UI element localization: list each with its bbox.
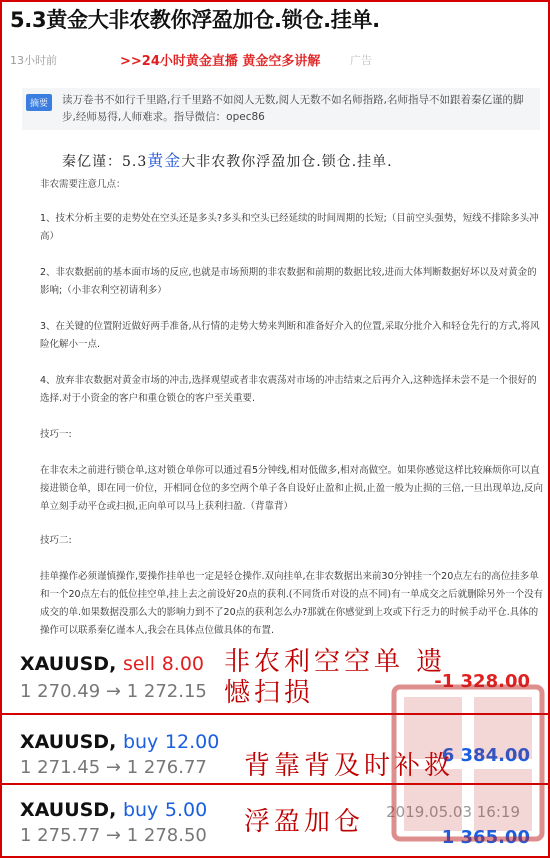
paragraph: 3、在关键的位置附近做好两手准备,从行情的走势大势来判断和准备好介入的位置,采取分批介入和轻仓先行的方式,将风险化解小一点. [40, 321, 540, 350]
lots: 5.00 [164, 799, 208, 821]
trade-prices [20, 757, 207, 778]
open-price: 1 270.49 [20, 681, 101, 702]
close-price: 1 276.77 [126, 757, 207, 778]
paragraph: 4、放弃非农数据对黄金市场的冲击,选择观望或者非农震荡对市场的冲击结束之后再介入,这种选择未尝不是一个很好的选择.对于小资金的客户和重仓锁仓的客户至关重要. [40, 375, 537, 404]
profit-loss: 1 365.00 [441, 827, 530, 848]
arrow-icon: → [105, 825, 121, 846]
lots: 8.00 [161, 653, 205, 675]
trade-row[interactable] [2, 717, 548, 785]
page-title: 5.3黄金大非农教你浮盈加仓.锁仓.挂单. [10, 8, 380, 32]
arrow-icon: → [105, 757, 121, 778]
symbol: XAUUSD, [20, 799, 117, 821]
trade-prices [20, 681, 207, 702]
subtitle-keyword-link[interactable]: 黄金 [147, 151, 182, 170]
summary-text: 读万卷书不如行千里路,行千里路不如阅人无数,阅人无数不如名师指路,名师指导不如跟着秦亿谨的脚步,经师易得,人师难求。指导微信：opec86 [62, 94, 524, 123]
direction: buy [122, 731, 159, 753]
trade-row[interactable] [2, 787, 548, 853]
ad-tag: 广告 [350, 54, 372, 67]
trade-symbol [20, 653, 204, 675]
close-price: 1 278.50 [126, 825, 207, 846]
annotation-label: 浮盈加仓 [244, 807, 365, 837]
subtitle-suffix: 大非农教你浮盈加仓.锁仓.挂单. [181, 154, 393, 170]
profit-loss: 6 384.00 [441, 745, 530, 766]
symbol: XAUUSD, [20, 653, 117, 675]
subtitle-prefix: 秦亿谨：5.3 [62, 154, 148, 170]
symbol: XAUUSD, [20, 731, 117, 753]
trade-date: 2019.05.03 16:19 [386, 803, 520, 821]
paragraph: 2、非农数据前的基本面市场的反应,也就是市场预期的非农数据和前期的数据比较,进而大体判断数据好坏以及对黄金的影响;（小非农利空初请利多） [40, 267, 537, 296]
paragraph: 1、技术分析主要的走势处在空头还是多头?多头和空头已经延续的时间周期的长短;（目前空头强势，短线不排除多头冲高） [40, 213, 539, 242]
paragraph: 在非农未之前进行锁仓单,这对锁仓单你可以通过看5分钟线,相对低做多,相对高做空。如果你感觉这样比较麻烦你可以直接进锁仓单，即在同一价位，开相同仓位的多空两个单子各自设好止盈和止损,止盈一般为止损的三倍,一旦出现单边,反向单立刻手动平仓或扫损,正向单可以马上获利扫盈.（背靠背） [40, 465, 544, 512]
trade-row[interactable] [2, 647, 548, 715]
meta-row [10, 50, 540, 68]
trade-symbol [20, 799, 207, 821]
paragraph: 技巧一: [40, 429, 72, 440]
direction: buy [122, 799, 159, 821]
paragraph: 技巧二: [40, 535, 72, 546]
arrow-icon: → [105, 681, 121, 702]
open-price: 1 275.77 [20, 825, 101, 846]
article-subtitle [62, 148, 522, 171]
summary-box [22, 88, 540, 130]
close-price: 1 272.15 [126, 681, 207, 702]
paragraph: 挂单操作必须谨慎操作,要操作挂单也一定是轻仓操作.双向挂单,在非农数据出来前30分钟挂一个20点左右的高位挂多单和一个20点左右的低位挂空单,挂上去之前设好20点的获利.(不同货币对设的点不同)有一单成交之后就删除另外一个没有成交的单.如果数据没那么大的影响力到不了20点的获利怎么办?那就在你感觉到上攻或下行乏力的时候手动平仓.具体的操作可以联系秦亿谨本人,我会在具体点位做具体的布置. [40, 571, 544, 636]
open-price: 1 271.45 [20, 757, 101, 778]
trade-prices [20, 825, 207, 846]
summary-tag: 摘要 [26, 94, 52, 111]
annotation-label: 背靠背及时补救 [244, 751, 455, 781]
trade-history-panel [2, 647, 548, 854]
annotation-label: 非农利空空单 遗憾扫损 [224, 647, 447, 708]
paragraph: 非农需要注意几点： [40, 179, 126, 190]
lots: 12.00 [164, 731, 220, 753]
post-time: 13小时前 [10, 54, 57, 67]
profit-loss: -1 328.00 [434, 671, 530, 692]
trade-symbol [20, 731, 219, 753]
direction: sell [122, 653, 156, 675]
ad-link[interactable]: >>24小时黄金直播 黄金空多讲解 [120, 54, 321, 69]
